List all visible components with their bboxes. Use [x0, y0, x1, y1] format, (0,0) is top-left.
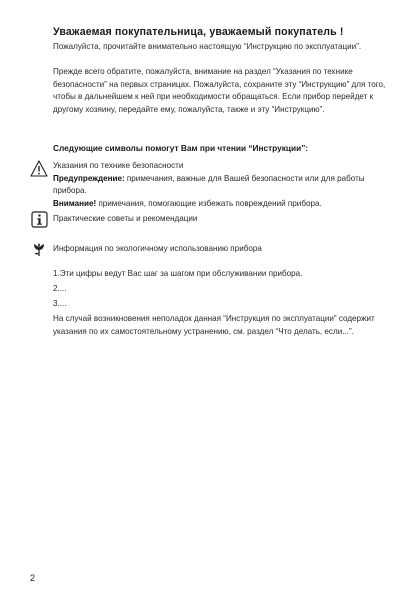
step-item: 2....: [53, 283, 67, 293]
eco-symbol-description: Информация по экологичному использованию прибора: [53, 244, 262, 253]
symbols-heading: Следующие символы помогут Вам при чтении “Инструкции”:: [53, 143, 309, 153]
warning-triangle-icon: [30, 159, 48, 177]
warning-label: Предупреждение:: [53, 173, 125, 183]
troubleshooting-paragraph: На случай возникновения неполадок данная “Инструкция по эксплуатации” содержит указания по их самостоятельному устранению, см. раздел “Что делать, если...”.: [53, 314, 375, 336]
page-number: 2: [30, 573, 36, 583]
page-title: Уважаемая покупательница, уважаемый покупатель !: [53, 26, 344, 38]
step-item: 1.Эти цифры ведут Вас шаг за шагом при обслуживании прибора.: [53, 269, 303, 278]
warning-text: примечания, важные для Вашей безопасности или для работы прибора.: [53, 173, 365, 196]
safety-line: Указания по технике безопасности: [53, 161, 184, 170]
step-item: 3....: [53, 298, 67, 308]
warning-note: [53, 173, 391, 198]
safety-symbol-description: [53, 160, 391, 210]
safety-notice-paragraph: Прежде всего обратите, пожалуйста, внимание на раздел “Указания по технике безопасности” на первых страницах. Пожалуйста, сохраните эту “Инструкцию” для того, чтобы в дальнейшем к ней при необходимости обращаться. Если прибор перейдет к другому хозяину, передайте ему, пожалуйста, также и эту “Инструкцию”.: [53, 67, 386, 114]
eco-flower-icon: [30, 240, 48, 258]
steps-list: [53, 267, 391, 311]
attention-label: Внимание!: [53, 198, 97, 208]
tips-symbol-description: Практические советы и рекомендации: [53, 214, 198, 223]
attention-note: [53, 198, 391, 211]
intro-paragraph: Пожалуйста, прочитайте внимательно настоящую “Инструкцию по эксплуатации”.: [53, 42, 362, 51]
attention-text: примечания, помогающие избежать повреждений прибора.: [96, 198, 322, 208]
info-icon: [30, 210, 48, 228]
